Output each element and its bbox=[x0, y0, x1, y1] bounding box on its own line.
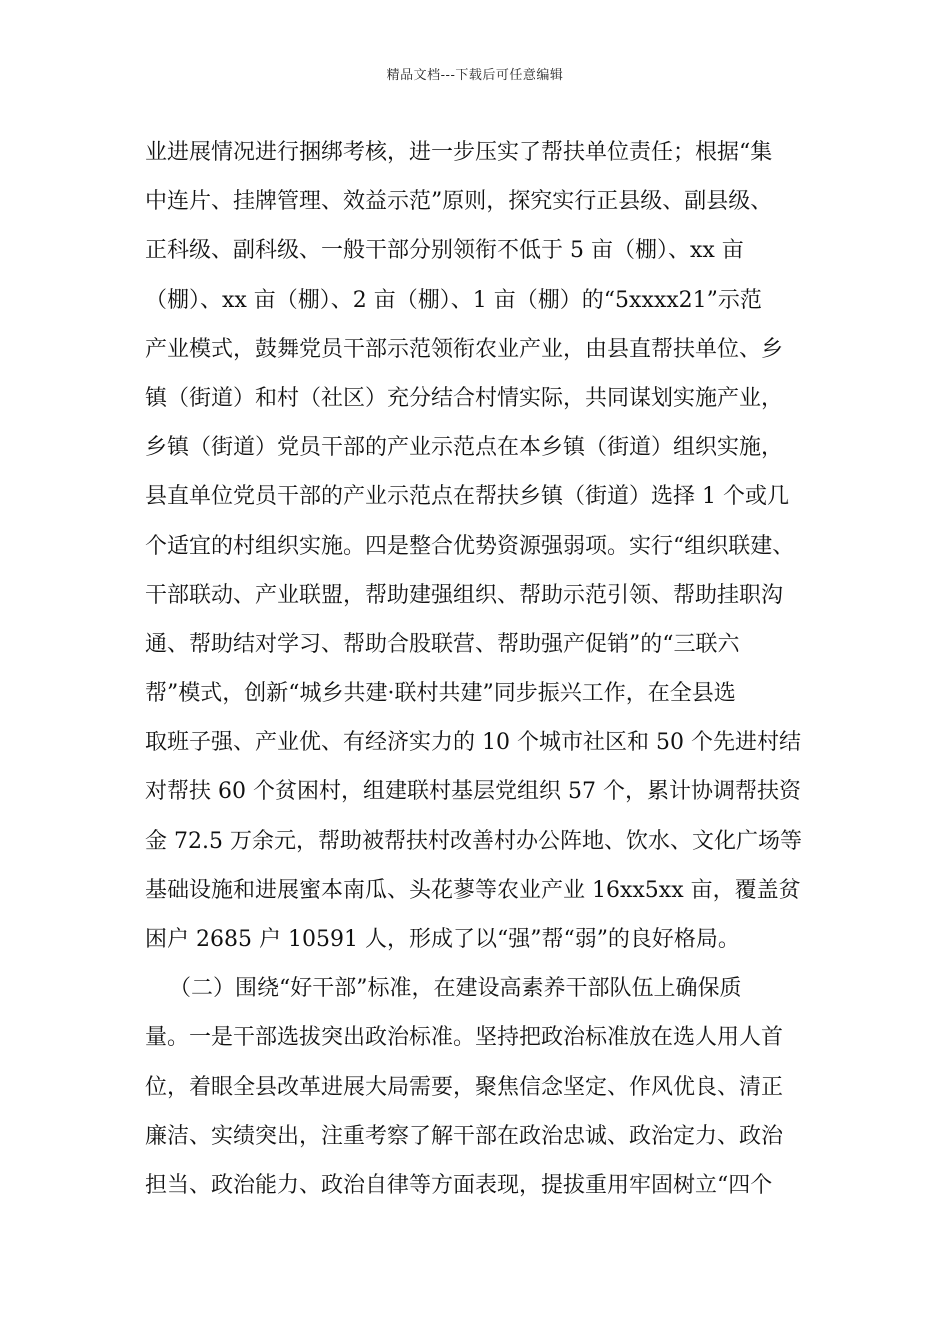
text-line: （棚）、xx 亩（棚）、2 亩（棚）、1 亩（棚）的“5xxxx21”示范 bbox=[145, 287, 762, 313]
text-line: 取班子强、产业优、有经济实力的 10 个城市社区和 50 个先进村结 bbox=[145, 730, 801, 756]
text-line: 乡镇（街道）党员干部的产业示范点在本乡镇（街道）组织实施， bbox=[145, 435, 784, 461]
text-line: 位，着眼全县改革进展大局需要，聚焦信念坚定、作风优良、清正 bbox=[145, 1074, 784, 1100]
text-line: 廉洁、实绩突出，注重考察了解干部在政治忠诚、政治定力、政治 bbox=[145, 1123, 784, 1149]
text-line: 担当、政治能力、政治自律等方面表现，提拔重用牢固树立“四个 bbox=[145, 1172, 773, 1198]
text-line: 个适宜的村组织实施。四是整合优势资源强弱项。实行“组织联建、 bbox=[145, 533, 795, 559]
text-line: 基础设施和进展蜜本南瓜、头花蓼等农业产业 16xx5xx 亩，覆盖贫 bbox=[145, 877, 801, 903]
text-line: 对帮扶 60 个贫困村，组建联村基层党组织 57 个，累计协调帮扶资 bbox=[145, 779, 801, 805]
section-heading-line: （二）围绕“好干部”标准，在建设高素养干部队伍上确保质 bbox=[169, 976, 742, 1002]
text-line: 量。一是干部选拔突出政治标准。坚持把政治标准放在选人用人首 bbox=[145, 1025, 784, 1051]
text-line: 帮”模式，创新“城乡共建·联村共建”同步振兴工作，在全县选 bbox=[145, 681, 736, 707]
text-line: 干部联动、产业联盟，帮助建强组织、帮助示范引领、帮助挂职沟 bbox=[145, 582, 784, 608]
text-line: 业进展情况进行捆绑考核，进一步压实了帮扶单位责任；根据“集 bbox=[145, 140, 773, 165]
text-line: 金 72.5 万余元，帮助被帮扶村改善村办公阵地、饮水、文化广场等 bbox=[145, 828, 802, 854]
text-line: 产业模式，鼓舞党员干部示范领衔农业产业，由县直帮扶单位、乡 bbox=[145, 336, 784, 362]
text-line: 困户 2685 户 10591 人，形成了以“强”帮“弱”的良好格局。 bbox=[145, 927, 740, 952]
page-header: 精品文档---下载后可任意编辑 bbox=[386, 68, 564, 83]
text-line: 镇（街道）和村（社区）充分结合村情实际，共同谋划实施产业， bbox=[145, 385, 784, 411]
text-line: 县直单位党员干部的产业示范点在帮扶乡镇（街道）选择 1 个或几 bbox=[145, 484, 789, 510]
text-line: 正科级、副科级、一般干部分别领衔不低于 5 亩（棚）、xx 亩 bbox=[145, 238, 744, 264]
document-body bbox=[145, 128, 815, 1210]
text-line: 通、帮助结对学习、帮助合股联营、帮助强产促销”的“三联六 bbox=[145, 631, 740, 657]
text-line: 中连片、挂牌管理、效益示范”原则，探究实行正县级、副县级、 bbox=[145, 189, 773, 215]
